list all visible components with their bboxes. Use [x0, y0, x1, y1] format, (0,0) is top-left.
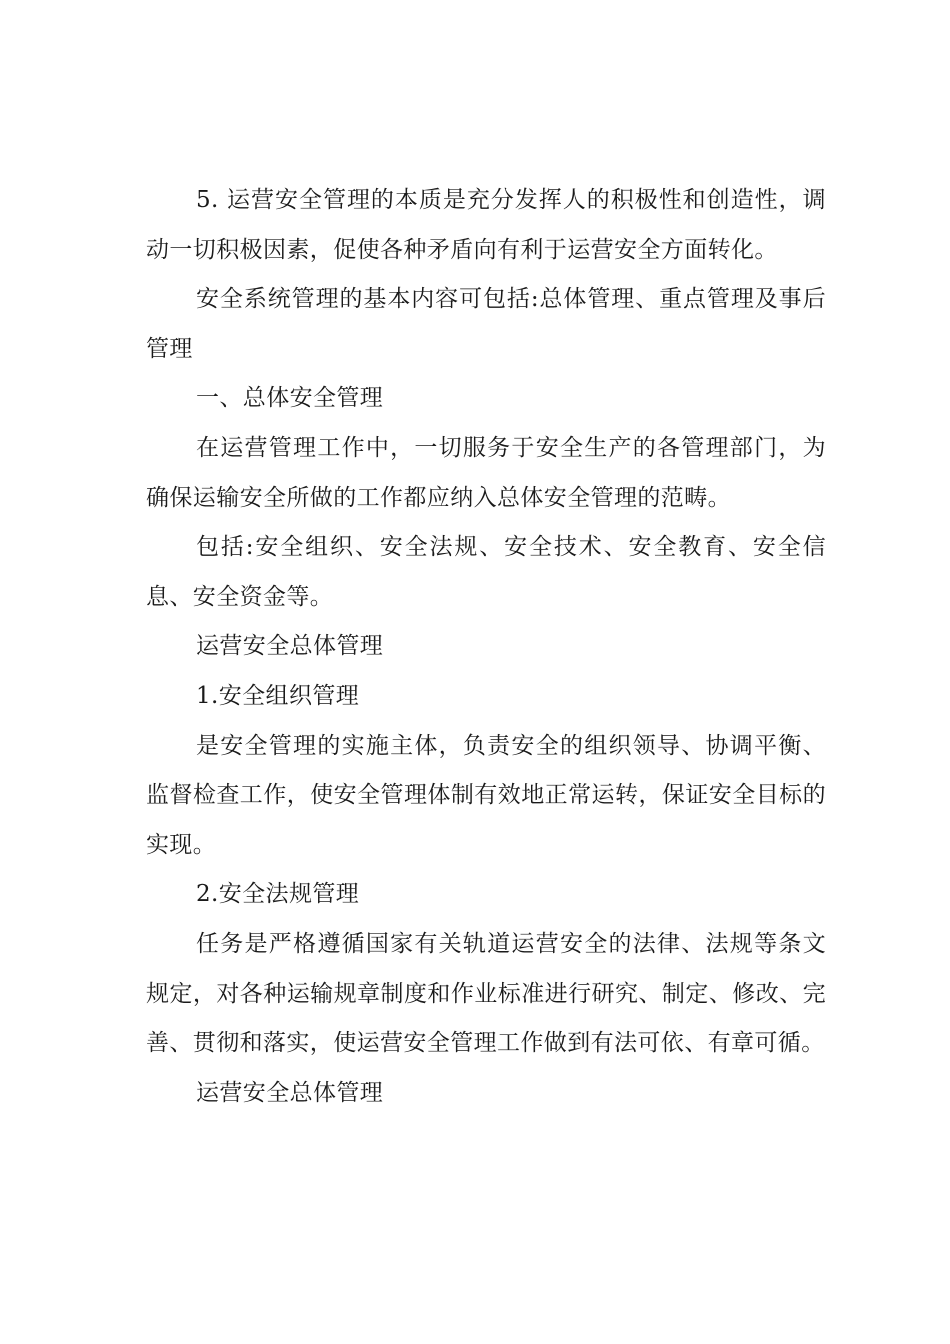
subheading-organization: 1.安全组织管理	[196, 682, 360, 709]
subheading-overall-management-2: 运营安全总体管理	[196, 1079, 384, 1106]
paragraph-overall-scope: 在运营管理工作中，一切服务于安全生产的各管理部门，为确保运输安全所做的工作都应纳入总体安全管理的范畴。	[146, 434, 826, 511]
document-body	[146, 176, 826, 1118]
subheading-overall-management: 运营安全总体管理	[196, 633, 384, 660]
paragraph-organization: 是安全管理的实施主体，负责安全的组织领导、协调平衡、监督检查工作，使安全管理体制有效地正常运转，保证安全目标的实现。	[146, 732, 826, 858]
paragraph-regulations: 任务是严格遵循国家有关轨道运营安全的法律、法规等条文规定，对各种运输规章制度和作业标准进行研究、制定、修改、完善、贯彻和落实，使运营安全管理工作做到有法可依、有章可循。	[146, 930, 826, 1057]
paragraph-essence: 5. 运营安全管理的本质是充分发挥人的积极性和创造性，调动一切积极因素，促使各种矛盾向有利于运营安全方面转化。	[146, 187, 826, 263]
subheading-regulations: 2.安全法规管理	[196, 881, 360, 908]
section-heading-overall: 一、总体安全管理	[196, 385, 384, 412]
paragraph-basic-content: 安全系统管理的基本内容可包括:总体管理、重点管理及事后管理	[146, 286, 826, 362]
paragraph-includes: 包括:安全组织、安全法规、安全技术、安全教育、安全信息、安全资金等。	[146, 534, 826, 610]
